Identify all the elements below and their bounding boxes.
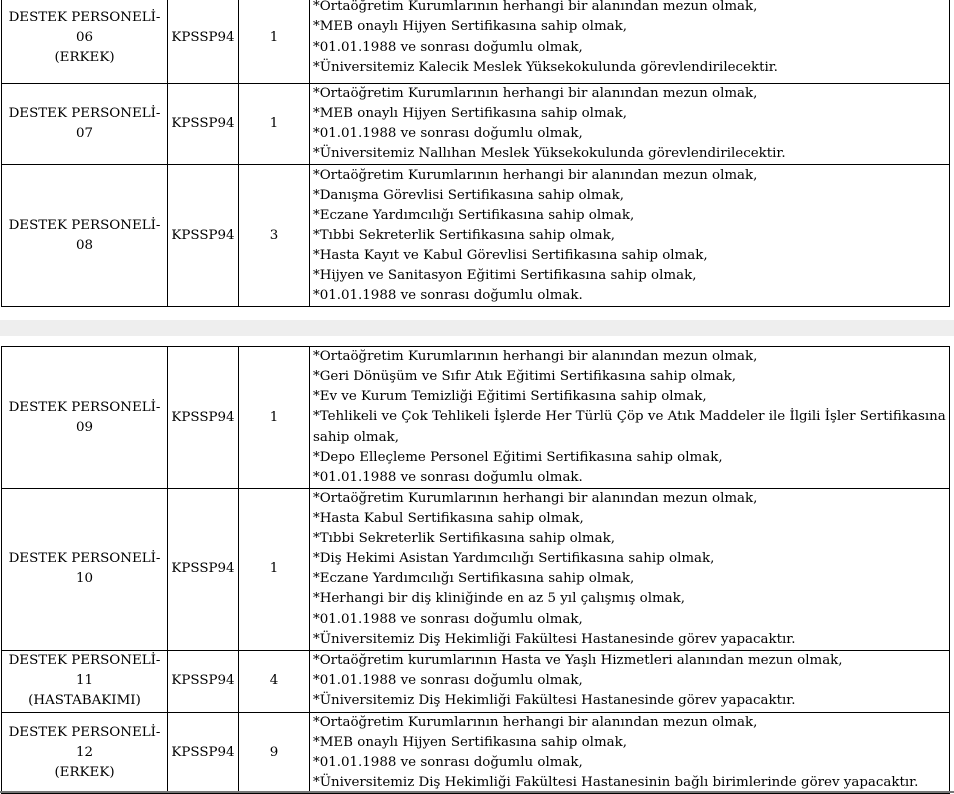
table-row xyxy=(2,489,950,651)
requirements xyxy=(310,165,950,307)
position-count: 9 xyxy=(239,712,310,793)
position-number: 06 xyxy=(75,29,94,45)
requirement-item: *01.01.1988 ve sonrası doğumlu olmak, xyxy=(313,39,583,55)
position-title-line: DESTEK PERSONELİ- xyxy=(8,399,161,415)
requirement-item: *Ortaöğretim Kurumlarının herhangi bir alanından mezun olmak, xyxy=(313,167,758,183)
requirement-item: *Ortaöğretim kurumlarının Hasta ve Yaşlı Hizmetleri alanından mezun olmak, xyxy=(313,653,843,669)
requirement-item: *Tıbbi Sekreterlik Sertifikasına sahip olmak, xyxy=(313,227,615,243)
table-row xyxy=(2,84,950,165)
position-title xyxy=(2,712,168,793)
score-type: KPSSP94 xyxy=(168,650,239,712)
position-title-line: DESTEK PERSONELİ- xyxy=(8,9,161,25)
positions-table-bottom xyxy=(1,346,950,794)
requirement-item: *Üniversitemiz Diş Hekimliği Fakültesi Hastanesinde görev yapacaktır. xyxy=(313,631,796,647)
requirement-item: *Hijyen ve Sanitasyon Eğitimi Sertifikasına sahip olmak, xyxy=(313,268,697,284)
requirement-item: *Geri Dönüşüm ve Sıfır Atık Eğitimi Sertifikasına sahip olmak, xyxy=(313,369,737,385)
table-row xyxy=(2,165,950,307)
requirement-item: *Ev ve Kurum Temizliği Eğitimi Sertifikasına sahip olmak, xyxy=(313,389,707,405)
position-title xyxy=(2,347,168,489)
requirements xyxy=(310,489,950,651)
position-title-line: DESTEK PERSONELİ- xyxy=(8,217,161,233)
requirement-item: *Eczane Yardımcılığı Sertifikasına sahip olmak, xyxy=(313,207,635,223)
requirements xyxy=(310,0,950,84)
requirements xyxy=(310,650,950,712)
requirement-item: *Ortaöğretim Kurumlarının herhangi bir alanından mezun olmak, xyxy=(313,491,758,506)
requirement-item: *Tıbbi Sekreterlik Sertifikasına sahip olmak, xyxy=(313,531,615,547)
requirement-item: *01.01.1988 ve sonrası doğumlu olmak, xyxy=(313,754,583,770)
positions-table-top xyxy=(1,0,950,307)
score-type: KPSSP94 xyxy=(168,0,239,84)
requirement-item: *Tehlikeli ve Çok Tehlikeli İşlerde Her Türlü Çöp ve Atık Maddeler ile İlgili İşler Sertifikasına sahip olmak, xyxy=(313,409,946,445)
requirement-item: *Herhangi bir diş kliniğinde en az 5 yıl çalışmış olmak, xyxy=(313,591,686,607)
requirement-item: *Ortaöğretim Kurumlarının herhangi bir alanından mezun olmak, xyxy=(313,349,758,365)
table-row xyxy=(2,650,950,712)
requirement-item: *Ortaöğretim Kurumlarının herhangi bir alanından mezun olmak, xyxy=(313,714,758,730)
requirement-item: *Hasta Kabul Sertifikasına sahip olmak, xyxy=(313,511,584,527)
requirement-item: *01.01.1988 ve sonrası doğumlu olmak, xyxy=(313,673,583,689)
requirements xyxy=(310,84,950,165)
position-number: 07 xyxy=(75,126,94,142)
requirement-item: *Depo Elleçleme Personel Eğitimi Sertifikasına sahip olmak, xyxy=(313,449,723,465)
requirement-item: *01.01.1988 ve sonrası doğumlu olmak, xyxy=(313,611,583,627)
position-number: 09 xyxy=(75,419,94,435)
position-number: 11 xyxy=(75,673,94,689)
requirement-item: *Ortaöğretim Kurumlarının herhangi bir alanından mezun olmak, xyxy=(313,86,758,101)
position-number: 10 xyxy=(75,571,94,587)
position-count: 3 xyxy=(239,165,310,307)
table-row xyxy=(2,0,950,84)
score-type: KPSSP94 xyxy=(168,489,239,651)
position-title xyxy=(2,165,168,307)
position-note: (HASTABAKIMI) xyxy=(28,693,141,709)
position-count: 1 xyxy=(239,489,310,651)
score-type: KPSSP94 xyxy=(168,84,239,165)
score-type: KPSSP94 xyxy=(168,347,239,489)
position-note: (ERKEK) xyxy=(54,49,115,65)
table-row xyxy=(2,347,950,489)
table-row xyxy=(2,712,950,793)
requirement-item: *Danışma Görevlisi Sertifikasına sahip olmak, xyxy=(313,187,624,203)
position-number: 08 xyxy=(75,237,94,253)
position-title xyxy=(2,489,168,651)
requirement-item: *01.01.1988 ve sonrası doğumlu olmak, xyxy=(313,126,583,142)
requirement-item: *MEB onaylı Hijyen Sertifikasına sahip olmak, xyxy=(313,106,628,122)
position-note: (ERKEK) xyxy=(54,764,115,780)
requirement-item: *Üniversitemiz Nallıhan Meslek Yüksekokulunda görevlendirilecektir. xyxy=(313,146,786,162)
position-title-line: DESTEK PERSONELİ- xyxy=(8,106,161,122)
position-title xyxy=(2,650,168,712)
requirement-item: *Ortaöğretim Kurumlarının herhangi bir alanından mezun olmak, xyxy=(313,0,758,15)
page-gap xyxy=(0,320,954,336)
requirement-item: *MEB onaylı Hijyen Sertifikasına sahip olmak, xyxy=(313,734,628,750)
requirement-item: *Diş Hekimi Asistan Yardımcılığı Sertifikasına sahip olmak, xyxy=(313,551,715,567)
score-type: KPSSP94 xyxy=(168,165,239,307)
position-title xyxy=(2,0,168,84)
requirement-item: *Üniversitemiz Kalecik Meslek Yüksekokulunda görevlendirilecektir. xyxy=(313,59,778,75)
requirement-item: *01.01.1988 ve sonrası doğumlu olmak. xyxy=(313,288,583,304)
position-title xyxy=(2,84,168,165)
position-count: 1 xyxy=(239,347,310,489)
requirements xyxy=(310,347,950,489)
position-title-line: DESTEK PERSONELİ- xyxy=(8,653,161,669)
requirement-item: *01.01.1988 ve sonrası doğumlu olmak. xyxy=(313,469,583,485)
position-number: 12 xyxy=(75,744,94,760)
requirement-item: *Eczane Yardımcılığı Sertifikasına sahip olmak, xyxy=(313,571,635,587)
position-count: 1 xyxy=(239,0,310,84)
score-type: KPSSP94 xyxy=(168,712,239,793)
position-count: 1 xyxy=(239,84,310,165)
requirement-item: *Üniversitemiz Diş Hekimliği Fakültesi Hastanesinde görev yapacaktır. xyxy=(313,693,796,709)
position-count: 4 xyxy=(239,650,310,712)
requirement-item: *MEB onaylı Hijyen Sertifikasına sahip olmak, xyxy=(313,19,628,35)
position-title-line: DESTEK PERSONELİ- xyxy=(8,551,161,567)
requirement-item: *Hasta Kayıt ve Kabul Görevlisi Sertifikasına sahip olmak, xyxy=(313,247,708,263)
requirement-item: *Üniversitemiz Diş Hekimliği Fakültesi Hastanesinin bağlı birimlerinde görev yapacaktır. xyxy=(313,775,919,791)
position-title-line: DESTEK PERSONELİ- xyxy=(8,724,161,740)
requirements xyxy=(310,712,950,793)
